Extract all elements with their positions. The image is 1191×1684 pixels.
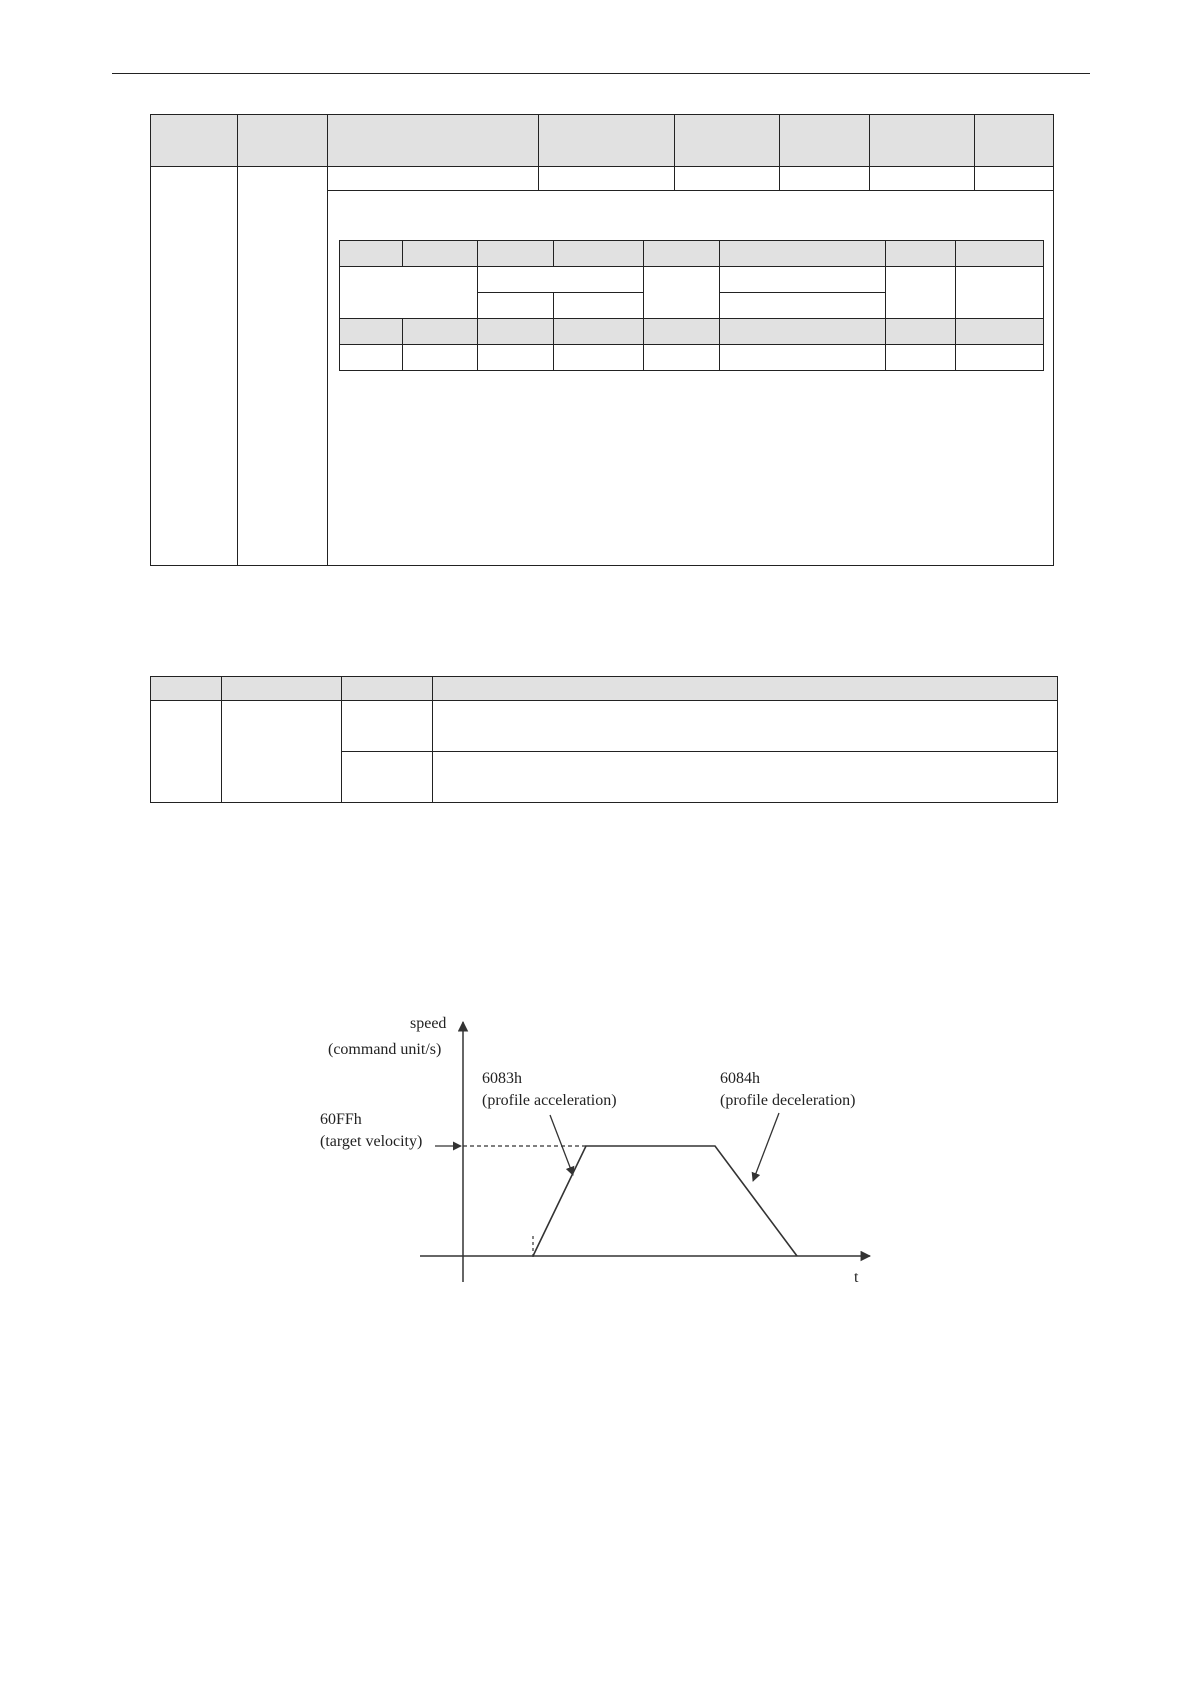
bit-header <box>554 241 644 267</box>
object-table <box>150 114 1054 566</box>
target-velocity-code: 60FFh <box>320 1111 362 1128</box>
header-cell <box>342 677 433 701</box>
velocity-profile-line <box>533 1146 797 1256</box>
subindex-cell <box>238 167 328 566</box>
target-velocity-name: (target velocity) <box>320 1133 423 1150</box>
bit-header <box>886 241 956 267</box>
y-axis-unit-label: (command unit/s) <box>328 1041 442 1058</box>
value-cell <box>328 167 539 191</box>
acceleration-code: 6083h <box>482 1070 522 1087</box>
bit-cell <box>478 293 554 319</box>
bit-header <box>403 319 478 345</box>
bit-table <box>339 240 1044 371</box>
value-cell <box>780 167 870 191</box>
value-cell <box>870 167 975 191</box>
acceleration-name: (profile acceleration) <box>482 1092 617 1109</box>
table-cell <box>151 701 222 803</box>
description-cell <box>328 191 1054 566</box>
bit-cell <box>644 345 720 371</box>
header-cell <box>870 115 975 167</box>
bit-header <box>478 319 554 345</box>
header-cell <box>539 115 675 167</box>
bit-cell <box>554 345 644 371</box>
header-cell <box>975 115 1054 167</box>
header-cell <box>222 677 342 701</box>
bit-cell <box>720 267 886 293</box>
bit-header <box>478 241 554 267</box>
bit-header <box>886 319 956 345</box>
y-axis-label: speed <box>410 1015 447 1032</box>
bit-cell <box>720 293 886 319</box>
header-cell <box>151 677 222 701</box>
header-cell <box>433 677 1058 701</box>
bit-header <box>720 319 886 345</box>
header-cell <box>151 115 238 167</box>
x-axis-label: t <box>854 1269 859 1286</box>
table-cell <box>342 701 433 752</box>
bit-cell <box>886 267 956 319</box>
table-cell <box>342 752 433 803</box>
index-cell <box>151 167 238 566</box>
acceleration-arrow <box>550 1115 573 1175</box>
bit-cell <box>340 345 403 371</box>
bit-header <box>644 319 720 345</box>
header-rule <box>112 73 1090 74</box>
value-cell <box>975 167 1054 191</box>
bit-header <box>956 319 1044 345</box>
bit-cell <box>956 345 1044 371</box>
value-cell <box>539 167 675 191</box>
bit-header <box>720 241 886 267</box>
table-cell <box>433 701 1058 752</box>
header-cell <box>328 115 539 167</box>
deceleration-arrow <box>753 1113 779 1181</box>
header-cell <box>675 115 780 167</box>
header-cell <box>780 115 870 167</box>
value-cell <box>675 167 780 191</box>
bit-cell <box>478 267 644 293</box>
bit-cell <box>956 267 1044 319</box>
table-cell <box>222 701 342 803</box>
deceleration-name: (profile deceleration) <box>720 1092 856 1109</box>
parameter-table <box>150 676 1058 803</box>
bit-header <box>644 241 720 267</box>
bit-cell <box>554 293 644 319</box>
bit-cell <box>478 345 554 371</box>
header-cell <box>238 115 328 167</box>
bit-header <box>554 319 644 345</box>
bit-cell <box>403 345 478 371</box>
bit-header <box>340 319 403 345</box>
bit-cell <box>886 345 956 371</box>
bit-header <box>340 241 403 267</box>
bit-cell <box>720 345 886 371</box>
table-cell <box>433 752 1058 803</box>
bit-cell <box>340 267 478 319</box>
bit-header <box>403 241 478 267</box>
bit-cell <box>644 267 720 319</box>
velocity-profile-figure <box>310 1010 880 1300</box>
bit-header <box>956 241 1044 267</box>
deceleration-code: 6084h <box>720 1070 760 1087</box>
